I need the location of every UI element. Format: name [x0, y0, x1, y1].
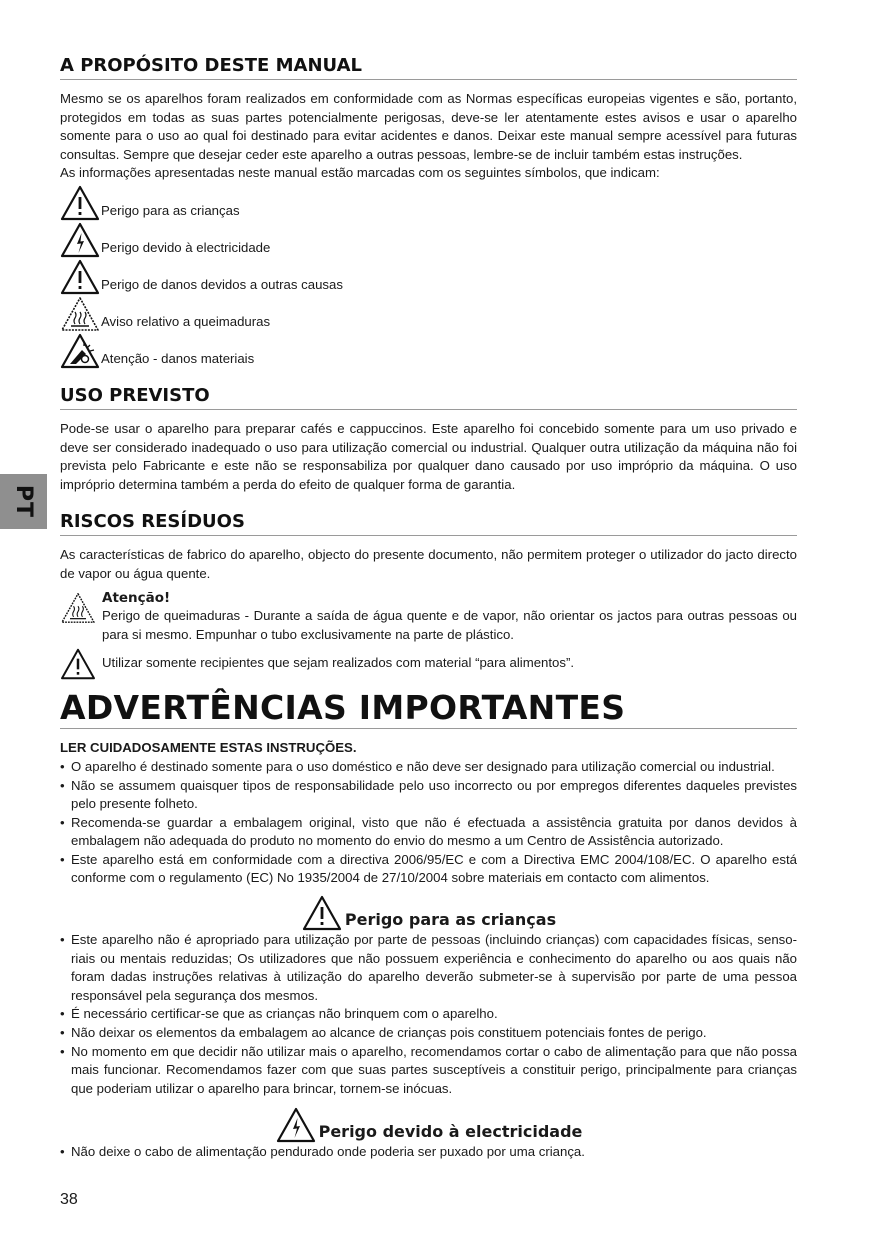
children-hazard-label: Perigo para as crianças: [344, 910, 557, 930]
symbol-label: Perigo devido à electricidade: [101, 239, 271, 255]
list-item: • Recomenda-se guardar a embalagem original, visto que não é efectuada a assistência gratuita por danos devidos à embalagem não adequada do produto no momento do envio do mesmo a um Centro de Assistência autorizado.: [60, 814, 797, 851]
electric-warnings-list: [60, 1143, 797, 1162]
language-tab: [0, 474, 47, 529]
note-text: Utilizar somente recipientes que sejam realizados com material “para alimentos”.: [102, 655, 575, 671]
about-symbols-intro: As informações apresentadas neste manual estão marcadas com os seguintes símbolos, que indicam:: [60, 165, 660, 181]
list-item: • Não se assumem quaisquer tipos de responsabilidade pelo uso incorrecto ou por empregos diferentes daqueles previstes pelo presente folheto.: [60, 777, 797, 814]
hot-surface-icon: [60, 592, 96, 624]
electric-hazard-icon: [60, 222, 100, 258]
warning-exclamation-icon: [301, 895, 343, 931]
warning-title: Atenção!: [102, 589, 171, 606]
hot-surface-icon: [60, 296, 100, 332]
symbol-label: Aviso relativo a queimaduras: [101, 313, 271, 329]
children-hazard-heading: [60, 895, 797, 931]
symbol-label: Perigo de danos devidos a outras causas: [101, 276, 343, 292]
language-tab-label: PT: [10, 484, 36, 519]
uso-paragraph: Pode-se usar o aparelho para preparar cafés e cappuccinos. Este aparelho foi concebido somente para um uso privado e deve ser considerado inadequado o uso para utilização comercial ou industrial. Qualquer outra utilização da máquina não foi prevista pelo Fabricante e este não se responsabiliza por qualquer dano causado por uso impróprio da máquina. O uso impróprio determina também a perda do efeito de qualquer forma de garantia.: [60, 420, 797, 492]
warning-text: Perigo de queimaduras - Durante a saída de água quente e de vapor, não orientar os jactos para outras pessoas ou para si mesmo. Empunhar o tubo exclusivamente na parte de plástico.: [102, 608, 797, 642]
list-item: • Não deixar os elementos da embalagem ao alcance de crianças pois constituem potenciais fontes de perigo.: [60, 1024, 797, 1043]
material-damage-icon: [60, 333, 100, 369]
food-material-note: [60, 648, 797, 680]
symbol-row: [60, 258, 797, 295]
burn-warning: [60, 589, 797, 645]
manual-page: [60, 0, 797, 1162]
warning-exclamation-icon: [60, 259, 100, 295]
list-item: • Não deixe o cabo de alimentação pendurado onde poderia ser puxado por uma criança.: [60, 1143, 797, 1162]
riscos-paragraph: As características de fabrico do aparelho, objecto do presente documento, não permitem proteger o utilizador do jacto directo de vapor ou água quente.: [60, 547, 797, 581]
page-number: 38: [60, 1191, 78, 1208]
warning-exclamation-icon: [60, 185, 100, 221]
section-title-about: A PROPÓSITO DESTE MANUAL: [60, 55, 797, 80]
list-item: • O aparelho é destinado somente para o uso doméstico e não deve ser designado para utilização comercial ou industrial.: [60, 758, 797, 777]
symbol-row: [60, 184, 797, 221]
symbol-label: Atenção - danos materiais: [101, 350, 255, 366]
general-warnings-list: [60, 758, 797, 888]
list-item: • Este aparelho está em conformidade com a directiva 2006/95/EC e com a Directiva EMC 2004/108/EC. O aparelho está conforme com o regulamento (EC) No 1935/2004 de 27/10/2004 sobre materiais em contacto com alimentos.: [60, 851, 797, 888]
electric-hazard-label: Perigo devido à electricidade: [318, 1122, 583, 1142]
symbol-legend: [60, 184, 797, 369]
symbol-row: [60, 332, 797, 369]
list-item: • Este aparelho não é apropriado para utilização por parte de pessoas (incluindo crianças) com capacidades físicas, senso-riais ou mentais reduzidas; Os utilizadores que não possuem experiência e conhecimento do aparelho ou aos quais não foram dadas instruções relativas à utilização do aparelho deverão submeter-se à supervisão por parte de uma pessoa responsável pela segurança dos mesmos.: [60, 931, 797, 1005]
electric-hazard-icon: [275, 1107, 317, 1143]
list-item: • No momento em que decidir não utilizar mais o aparelho, recomendamos cortar o cabo de alimentação para que não possa mais funcionar. Recomendamos fazer com que suas partes susceptíveis a constituir perigo, principalmente para crianças que poderiam utilizar o aparelho para brincar, tornem-se inócuas.: [60, 1043, 797, 1099]
warning-exclamation-icon: [60, 648, 96, 680]
children-warnings-list: [60, 931, 797, 1098]
list-item: • É necessário certificar-se que as crianças não brinquem com o aparelho.: [60, 1005, 797, 1024]
symbol-row: [60, 295, 797, 332]
electric-hazard-heading: [60, 1107, 797, 1143]
symbol-label: Perigo para as crianças: [101, 202, 240, 218]
section-title-uso: USO PREVISTO: [60, 385, 797, 410]
symbol-row: [60, 221, 797, 258]
about-paragraph: Mesmo se os aparelhos foram realizados em conformidade com as Normas específicas europeias vigentes e são, portanto, protegidos em todas as suas partes potencialmente perigosas, deve-se ler atentamente estes avisos e usar o aparelho somente para o uso ao qual foi destinado para evitar acidentes e danos. Deixar este manual sempre acessível para futuras consultas. Sempre que desejar ceder este aparelho a outras pessoas, lembre-se de incluir também estas instruções.: [60, 91, 797, 162]
section-title-riscos: RISCOS RESÍDUOS: [60, 511, 797, 536]
read-instructions-subtitle: LER CUIDADOSAMENTE ESTAS INSTRUÇÕES.: [60, 740, 357, 756]
main-heading: ADVERTÊNCIAS IMPORTANTES: [60, 688, 797, 729]
